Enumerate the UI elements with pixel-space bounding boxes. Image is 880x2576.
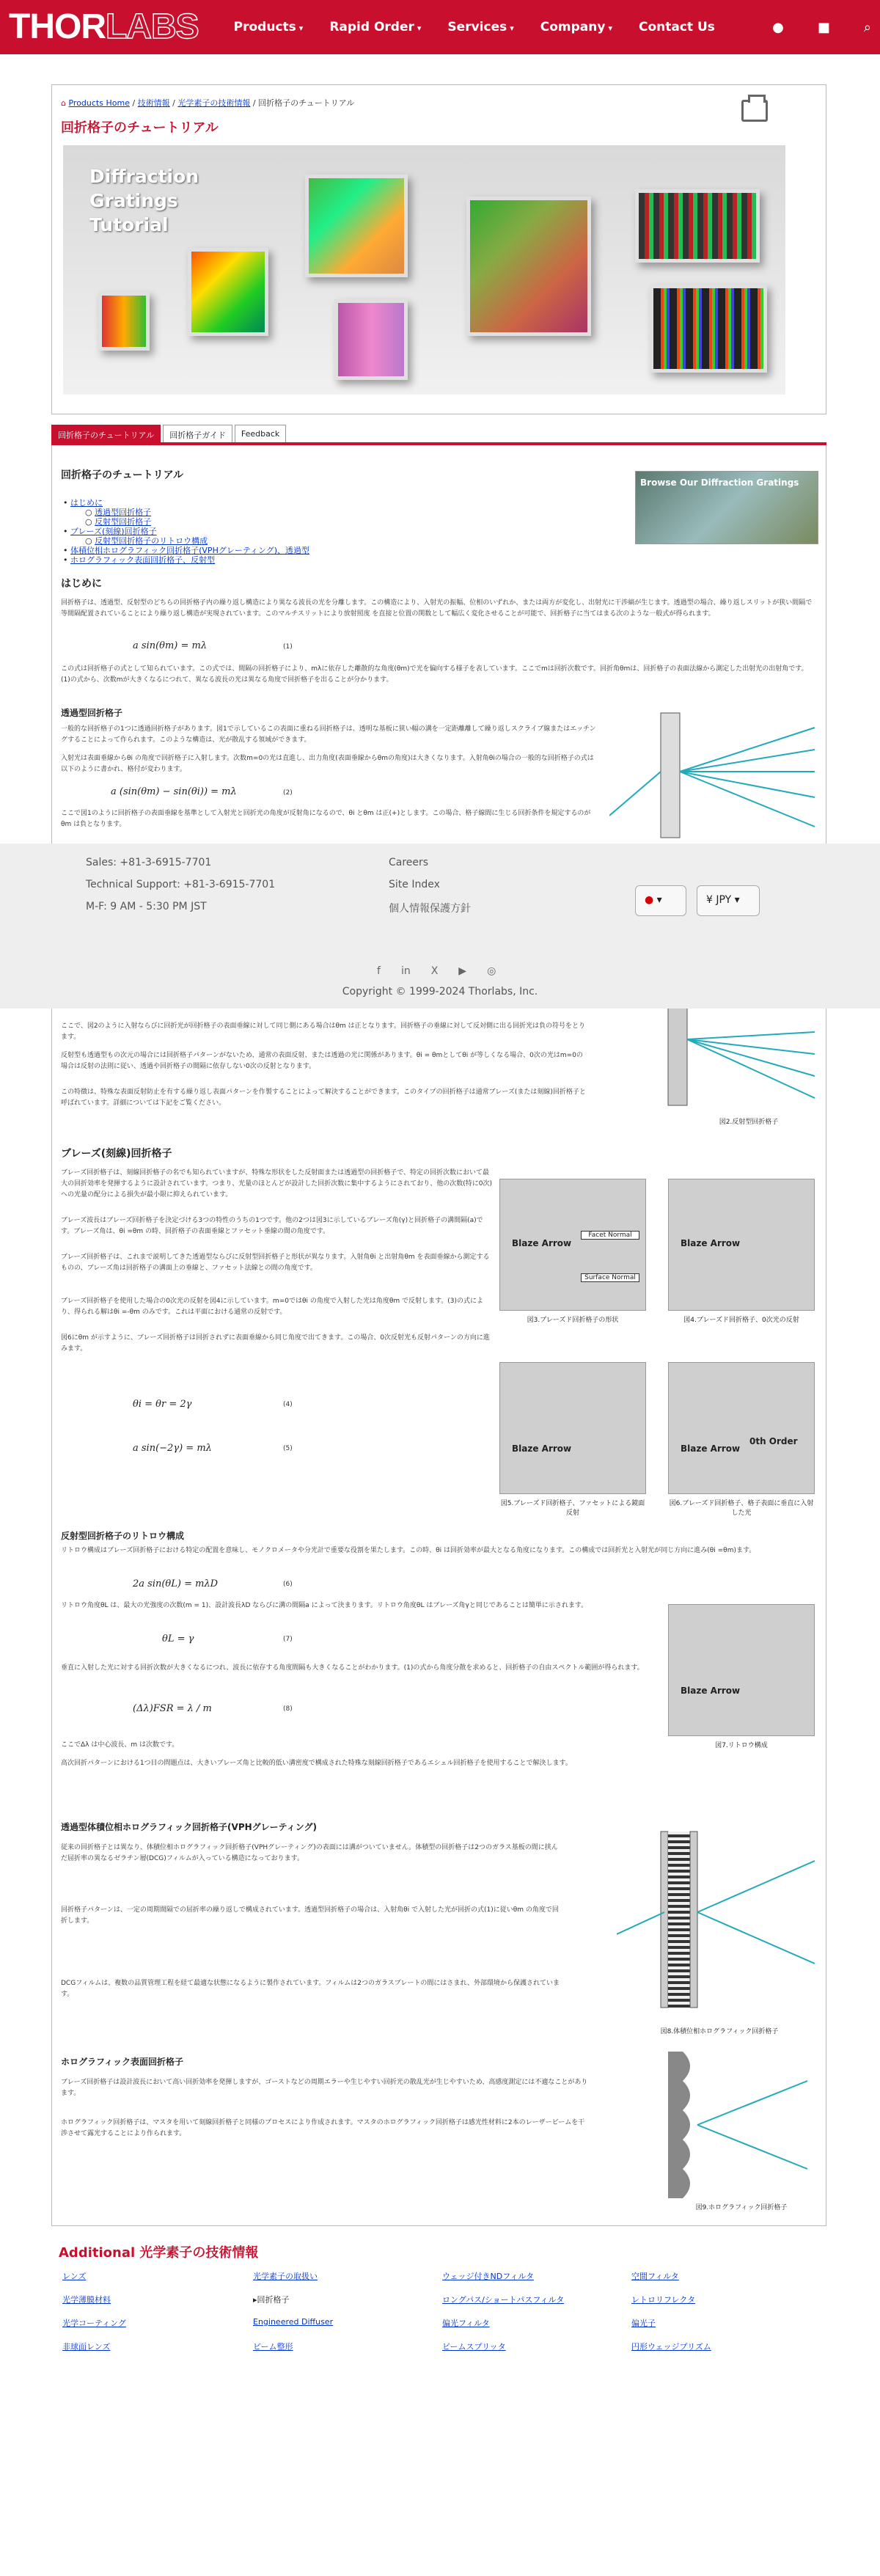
footer-hours: M-F: 9 AM - 5:30 PM JST <box>86 901 207 912</box>
nav-company[interactable]: Company ▾ <box>540 20 612 34</box>
figure-caption: 図3.ブレーズド回折格子の形状 <box>527 1317 619 1324</box>
nav-services[interactable]: Services ▾ <box>447 20 514 34</box>
figure-6: Blaze Arrow 0th Order <box>668 1362 815 1494</box>
paragraph: ブレーズ回折格子は設計波長において高い回折効率を発揮しますが、ゴーストなどの周期エラーや生じやすい回折光の散乱光が生じやすいため、高感度測定には不適なことがあります。 <box>61 2079 588 2097</box>
more-link[interactable]: レンズ <box>62 2272 87 2281</box>
equation: 2a sin(θL) = mλD <box>133 1578 219 1589</box>
figure-2 <box>617 1003 822 1113</box>
copyright: Copyright © 1999-2024 Thorlabs, Inc. <box>342 986 538 998</box>
equation: θL = γ <box>162 1633 194 1644</box>
paragraph: 反射型も透過型もの次元の場合には回折格子パターンがないため、通常の表面反射、または透過の光に関係があります。θi = θmとしてθi が等しくなる場合、0次の光はm=0の場合は反射の法則に従い、透過や回折格子の間隔に依存しない0次の反射となります。 <box>61 1052 583 1070</box>
section-heading: ホログラフィック表面回折格子 <box>61 2057 184 2067</box>
cart-icon[interactable]: ■ <box>817 19 830 35</box>
more-link[interactable]: 非球面レンズ <box>62 2342 111 2352</box>
more-tech-info-title: Additional 光学素子の技術情報 <box>59 2245 259 2261</box>
paragraph: リトロウ構成はブレーズ回折格子における特定の配置を意味し、モノクロメータや分光計で重要な役割を果たします。この時、θi は回折効率が最大となる角度になります。この構成では回折光と入射光が同じ方向に進み(θi =θm)ます。 <box>61 1547 756 1554</box>
figure-caption: 図5.ブレーズド回折格子、ファセットによる鏡面反射 <box>500 1500 645 1517</box>
equation-number: (5) <box>283 1445 293 1452</box>
section-heading: はじめに <box>61 578 102 590</box>
footer-sales: Sales: +81-3-6915-7701 <box>86 857 212 868</box>
paragraph: ホログラフィック回折格子は、マスタを用いて刻線回折格子と同様のプロセスにより作成されます。マスタのホログラフィック回折格子は感光性材料に2本のレーザービームを干渉させて露光することにより作られます。 <box>61 2119 585 2137</box>
equation-number: (4) <box>283 1401 293 1408</box>
browse-gratings-banner[interactable]: Browse Our Diffraction Gratings <box>635 471 818 544</box>
nav-products[interactable]: Products ▾ <box>233 20 304 34</box>
toc-link[interactable]: 体積位相ホログラフィック回折格子(VPHグレーティング)、透過型 <box>70 546 310 555</box>
linkedin-icon[interactable]: in <box>400 965 411 977</box>
paragraph: リトロウ角度θL は、最大の光強度の次数(m = 1)、設計波長λD ならびに溝の間隔a によって決まります。リトロウ角度θL はブレーズ角γと同じであることは簡単に示されます。 <box>61 1602 588 1609</box>
breadcrumb: ⌂ Products Home / 技術情報 / 光学素子の技術情報 / 回折格子のチュートリアル <box>61 98 355 108</box>
social-links <box>377 965 516 977</box>
transmission-diagram <box>609 706 822 841</box>
toc-link[interactable]: はじめに <box>70 498 103 508</box>
paragraph: ブレーズ回折格子は、刻線回折格子の名でも知られていますが、特殊な形状をした反射面または透過型の回折格子で、特定の回折次数において最大の回折効率を発揮するように設計されています。つまり、光量のほとんどが設計した回折次数に集中するようにされており、他の次数(特に0次)への光量の配分による損失が最小限に抑えられています。 <box>61 1169 493 1199</box>
more-link[interactable]: 空間フィルタ <box>631 2272 679 2281</box>
figure-caption: 図8.体積位相ホログラフィック回折格子 <box>660 2028 779 2035</box>
more-link[interactable]: レトロリフレクタ <box>631 2295 696 2305</box>
footer-site-index[interactable]: Site Index <box>389 879 440 890</box>
paragraph: ここで、図2のように入射ならびに回折光が回折格子の表面垂線に対して同じ側にある場合はθm は正となります。回折格子の垂線に対して反対側に出る回折光は負の符号をとります。 <box>61 1022 585 1041</box>
toc-list: • はじめに ○ 透過型回折格子 ○ 反射型回折格子 • ブレーズ(刻線)回折格子 ○ 反射型回折格子のリトロウ構成 • 体積位相ホログラフィック回折格子(VPHグレーティング)、透過型 • ホログラフィック表面回折格子、反射型 <box>63 498 310 565</box>
instagram-icon[interactable]: ◎ <box>487 965 496 977</box>
section-heading: 透過型体積位相ホログラフィック回折格子(VPHグレーティング) <box>61 1822 317 1832</box>
section-heading: ブレーズ(刻線)回折格子 <box>61 1148 172 1160</box>
more-link[interactable]: 光学薄膜材料 <box>62 2295 111 2305</box>
page-title: 回折格子のチュートリアル <box>61 120 219 136</box>
currency-selector[interactable]: ¥ JPY ▾ <box>697 885 760 916</box>
grating-image <box>650 285 767 373</box>
more-link[interactable]: 円形ウェッジプリズム <box>631 2342 711 2352</box>
equation-number: (2) <box>283 789 293 797</box>
site-header <box>0 0 880 54</box>
x-icon[interactable]: X <box>430 965 439 977</box>
more-link[interactable]: 偏光フィルタ <box>442 2319 490 2328</box>
toc-link[interactable]: 透過型回折格子 <box>95 508 152 517</box>
thorlabs-logo[interactable]: THORLABS <box>9 7 199 46</box>
paragraph: ここで図1のように回折格子の表面垂線を基準として入射光と回折光の角度が反射角になるので、θi とθm は正(+)とします。この場合、格子線間に生じる回折条件を規定するのがθm は負となります。 <box>61 810 591 828</box>
article <box>51 445 826 2226</box>
more-link[interactable]: Engineered Diffuser <box>253 2317 334 2327</box>
more-link[interactable]: 光学コーティング <box>62 2319 126 2328</box>
footer-privacy[interactable]: 個人情報保護方針 <box>389 903 471 915</box>
breadcrumb-products-home[interactable]: Products Home <box>68 98 130 108</box>
more-link[interactable]: ウェッジ付きNDフィルタ <box>442 2272 534 2281</box>
account-icon[interactable]: ● <box>772 19 784 35</box>
paragraph: 一般的な回折格子の1つに透過回折格子があります。図1で示しているこの表面に重ねる回折格子は、透明な基板に狭い幅の溝を一定距離離して繰り返しスクライブ線またはエッチングすることによって作られます。このような構造は、光が散乱する領域ができます。 <box>61 725 596 744</box>
reflection-diagram <box>617 1003 822 1113</box>
breadcrumb-current: 回折格子のチュートリアル <box>258 98 355 108</box>
more-link[interactable]: ビームスプリッタ <box>442 2342 506 2352</box>
banner-title: Diffraction Gratings Tutorial <box>89 166 199 235</box>
toc-link[interactable]: 反射型回折格子のリトロウ構成 <box>95 536 208 546</box>
figure-caption: 図7.リトロウ構成 <box>715 1742 768 1749</box>
paragraph: 図6にθm が示すように、ブレーズ回折格子は回折されずに表面垂線から同じ角度で出てきます。この場合、0次反射光も反射パターンの方向に進みます。 <box>61 1334 490 1353</box>
figure-3: Blaze Arrow Facet Normal Surface Normal <box>499 1179 646 1311</box>
figure-5: Blaze Arrow <box>499 1362 646 1494</box>
figure-caption: 図6.ブレーズド回折格子、格子表面に垂直に入射した光 <box>669 1500 814 1517</box>
breadcrumb-tech-info[interactable]: 技術情報 <box>137 98 170 108</box>
main-nav <box>221 20 728 34</box>
facebook-icon[interactable]: f <box>377 965 381 977</box>
more-link[interactable]: ロングパス/ショートパスフィルタ <box>442 2295 565 2305</box>
site-footer <box>0 844 880 1009</box>
breadcrumb-optics-tech[interactable]: 光学素子の技術情報 <box>177 98 251 108</box>
more-link[interactable]: ビーム整形 <box>253 2342 293 2352</box>
country-selector[interactable]: ● ▾ <box>635 885 686 916</box>
footer-careers[interactable]: Careers <box>389 857 429 868</box>
equation-number: (7) <box>283 1636 293 1643</box>
grating-image <box>334 299 408 380</box>
footer-tech-support: Technical Support: +81-3-6915-7701 <box>86 879 276 890</box>
youtube-icon[interactable]: ▶ <box>458 965 467 977</box>
toc-link[interactable]: 反射型回折格子 <box>95 517 152 527</box>
paragraph: 高次回折パターンにおける1つ目の問題点は、大きいブレーズ角と比較的低い溝密度で構成された特殊な刻線回折格子であるエシェル回折格子を使用することで解決します。 <box>61 1760 572 1767</box>
figure-caption: 図4.ブレーズド回折格子、0次光の反射 <box>683 1317 799 1324</box>
paragraph: 垂直に入射した光に対する回折次数が大きくなるにつれ、波長に依存する角度間隔も大きくなることがわかります。(1)の式から角度分散を求めると、回折格子の自由スペクトル範囲が得られます。 <box>61 1664 644 1672</box>
figure-4: Blaze Arrow <box>668 1179 815 1311</box>
toc-link[interactable]: ホログラフィック表面回折格子、反射型 <box>70 555 216 565</box>
equation-number: (1) <box>283 643 293 651</box>
paragraph: ここでΔλ は中心波長、m は次数です。 <box>61 1741 179 1749</box>
grating-image <box>98 292 150 351</box>
paragraph: 入射光は表面垂線からθi の角度で回折格子に入射します。次数m=0の光は直進し、出力角度(表面垂線からθmの角度)は大きくなります。入射角θiの場合の一般的な回折格子の式は以下のように書かれ、格付が変わります。 <box>61 755 594 773</box>
figure-9 <box>668 2052 815 2198</box>
figure-caption: 図9.ホログラフィック回折格子 <box>695 2204 788 2211</box>
paragraph: この式は回折格子の式として知られています。この式では、間隔の回折格子により、mλに依存した離散的な角度(θm)で光を偏向する様子を表しています。ここでmは回折次数です。回折角θmは、回折格子の表面法線から測定した出射光の出射角です。(1)の式から、次数mが大きくなるにつれて、異なる波長の光は異なる角度で回折格子を出ることが分かります。 <box>61 665 808 684</box>
paragraph: 回折格子パターンは、一定の周期間隔での屈折率の繰り返しで構成されています。透過型回折格子の場合は、入射角θi で入射した光が回折の式(1)に従いθm の角度で回折します。 <box>61 1906 559 1925</box>
equation: a (sin(θm) − sin(θi)) = mλ <box>111 786 237 797</box>
figure-7: Blaze Arrow <box>668 1604 815 1736</box>
grating-image <box>305 175 408 277</box>
paragraph: この特徴は、特殊な表面反射防止を有する繰り返し表面パターンを作製することによって解決することができます。このタイプの回折格子は通常ブレーズ(または刻線)回折格子と呼ばれています。詳細については下記をご覧ください。 <box>61 1088 586 1107</box>
equation-number: (6) <box>283 1581 293 1588</box>
tab-tutorial[interactable]: 回折格子のチュートリアル <box>51 425 161 445</box>
paragraph: 回折格子は、透過型、反射型のどちらの回折格子内の繰り返し構造により異なる波長の光を分離します。この構造により、入射光の振幅、位相のいずれか、または両方が変化し、出射光に干渉縞が生じます。透過型の場合、繰り返しスリットが狭い間隔で等間隔配置されていることにより繰り返し構造が実現されています。このマルチスリットにより放射照度 を直接と位置の関数として幅広く変化させることが可能で、回折格子に当てはまる次のような一般式が得られます。 <box>61 599 813 618</box>
holographic-diagram <box>668 2052 815 2198</box>
search-icon[interactable]: ⌕ <box>863 19 871 35</box>
more-link[interactable]: 光学素子の取扱い <box>253 2272 318 2281</box>
grating-image <box>466 197 591 336</box>
equation: a sin(θm) = mλ <box>133 640 208 651</box>
tab-guide[interactable]: 回折格子ガイド <box>163 425 232 445</box>
nav-contact[interactable]: Contact Us <box>638 20 715 34</box>
section-heading: 透過型回折格子 <box>61 708 123 718</box>
paragraph: ブレーズ波長はブレーズ回折格子を決定づける3つの特性のうちの1つです。他の2つは図3に示しているブレーズ角(γ)と回折格子の溝間隔(a)です。ブレーズ角は、θi =θm の時、回折格子の表面垂線とファセット垂線の間の角度です。 <box>61 1217 483 1235</box>
section-heading: 反射型回折格子のリトロウ構成 <box>61 1531 185 1541</box>
figure-1 <box>609 706 822 841</box>
more-link-current: ▸回折格子 <box>253 2295 290 2305</box>
toc-link[interactable]: ブレーズ(刻線)回折格子 <box>70 527 157 536</box>
tab-feedback[interactable]: Feedback <box>235 425 286 445</box>
grating-image <box>635 189 760 263</box>
equation: (Δλ)FSR = λ / m <box>133 1703 212 1714</box>
equation: θi = θr = 2γ <box>133 1399 192 1410</box>
grating-image <box>188 248 268 336</box>
paragraph: ブレーズ回折格子を使用した場合の0次光の反射を図4に示しています。m=0ではθi の角度で入射した光は角度θm で反射します。(3)の式により、得られる解はθi =-θm のみです。これは平面における通常の反射です。 <box>61 1298 483 1316</box>
paragraph: 従来の回折格子とは異なり、体積位相ホログラフィック回折格子(VPHグレーティング)の表面には溝がついていません。体積型の回折格子は2つのガラス基板の間に挟んだ屈折率の異なるゼラチン層(DCG)フィルムが入っている構造になっております。 <box>61 1844 558 1862</box>
print-icon[interactable] <box>741 100 768 122</box>
paragraph: DCGフィルムは、複数の品質管理工程を経て最適な状態になるように製作されています。フィルムは2つのガラスプレートの間にはさまれ、外部環境から保護されています。 <box>61 1980 560 1998</box>
tutorial-banner <box>63 145 785 395</box>
vph-diagram <box>617 1817 822 2022</box>
nav-rapid-order[interactable]: Rapid Order ▾ <box>329 20 422 34</box>
figure-8 <box>617 1817 822 2022</box>
equation: a sin(−2γ) = mλ <box>133 1443 212 1454</box>
figure-caption: 図2.反射型回折格子 <box>719 1119 779 1126</box>
toc-title: 回折格子のチュートリアル <box>61 469 184 481</box>
title-panel <box>51 84 826 414</box>
more-link[interactable]: 偏光子 <box>631 2319 656 2328</box>
equation-number: (8) <box>283 1705 293 1713</box>
paragraph: ブレーズ回折格子は、これまで説明してきた透過型ならびに反射型回折格子と形状が異なります。入射角θi と出射角θm を表面垂線から測定するものの、ブレーズ角は回折格子の溝面上の垂線と、ファセット法線との間の角度です。 <box>61 1254 490 1272</box>
